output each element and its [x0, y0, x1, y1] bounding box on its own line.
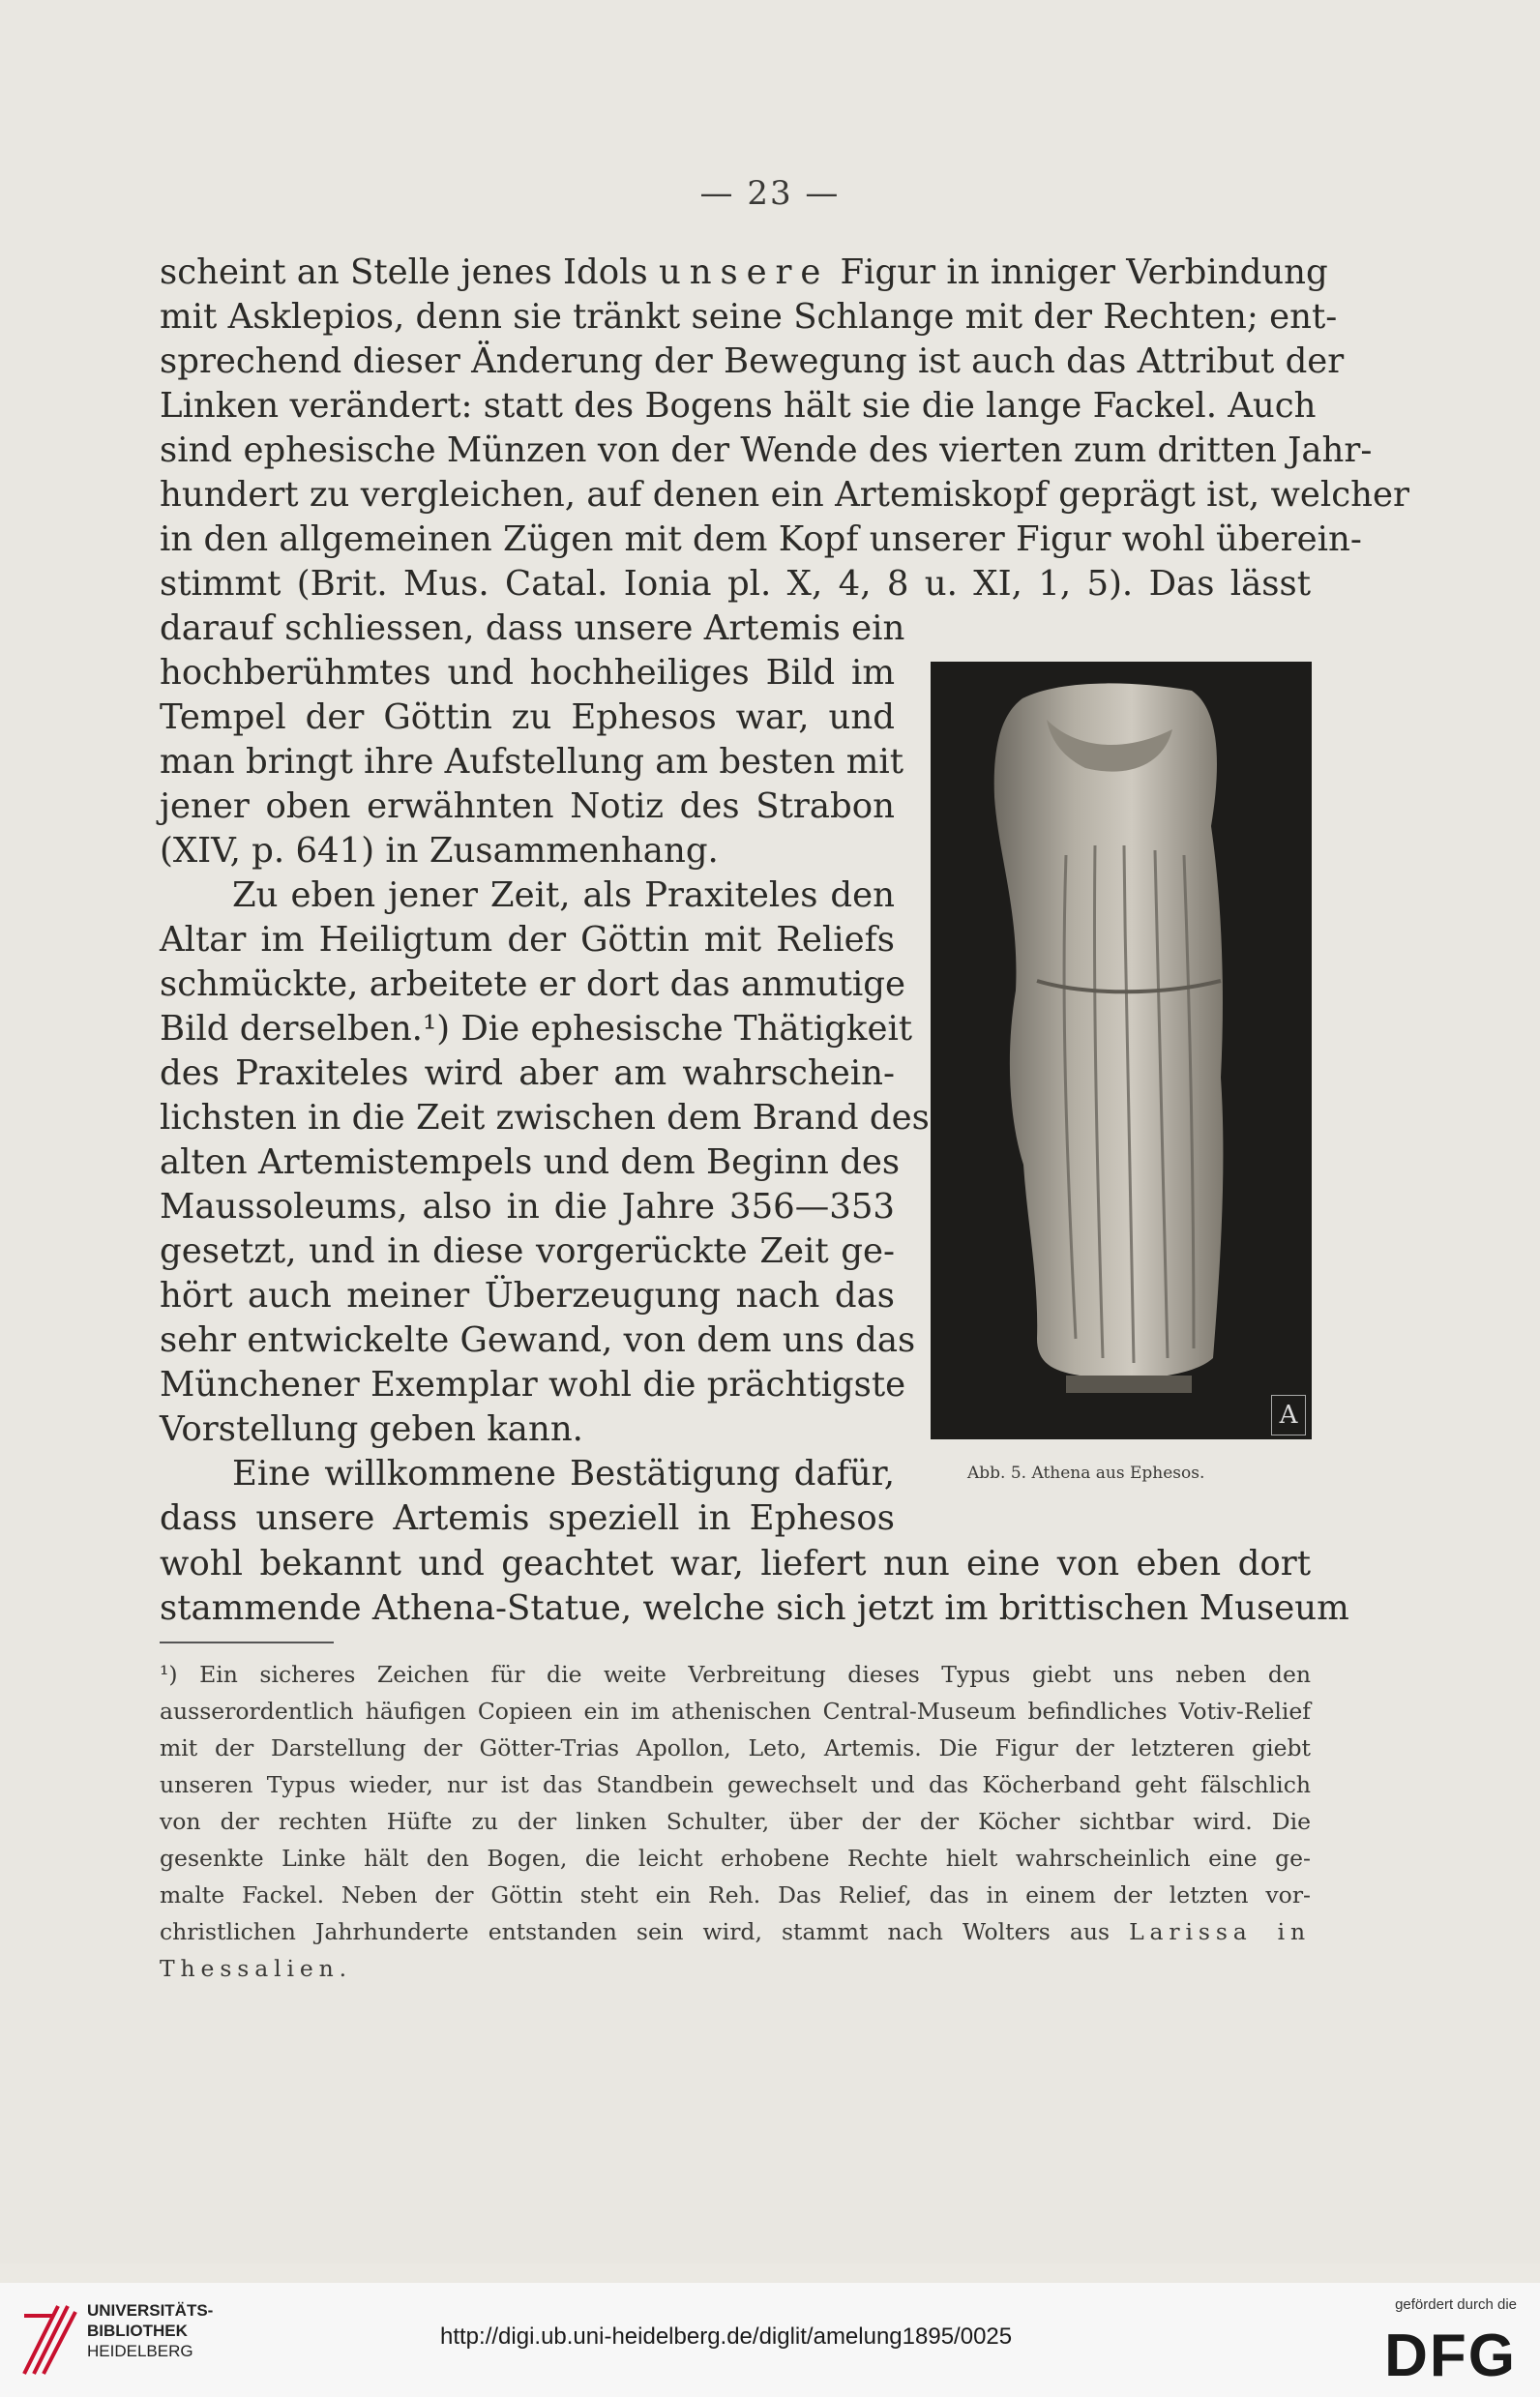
body-line: man bringt ihre Aufstellung am besten mit: [160, 742, 903, 782]
footnote-line: christlichen Jahrhunderte entstanden sein wird, stammt nach Wolters aus Larissa in: [160, 1918, 1311, 1945]
body-line: wohl bekannt und geachtet war, liefert nun eine von eben dort: [160, 1544, 1311, 1583]
body-line: sehr entwickelte Gewand, von dem uns das: [160, 1320, 916, 1360]
library-name: UNIVERSITÄTS- BIBLIOTHEK HEIDELBERG: [87, 2301, 214, 2360]
body-line: gesetzt, und in diese vorgerückte Zeit ge-: [160, 1231, 895, 1271]
body-line: dass unsere Artemis speziell in Ephesos: [160, 1498, 895, 1538]
viewer-footer: [0, 2283, 1540, 2397]
dfg-logo: DFG: [1384, 2323, 1517, 2389]
copyright-mark: A: [1271, 1395, 1306, 1435]
library-logo-icon: [19, 2296, 77, 2383]
body-line: darauf schliessen, dass unsere Artemis ein: [160, 608, 905, 648]
body-line: Altar im Heiligtum der Göttin mit Reliefs: [160, 920, 895, 960]
body-line: hundert zu vergleichen, auf denen ein Artemiskopf geprägt ist, welcher: [160, 475, 1409, 515]
body-line: alten Artemistempels und dem Beginn des: [160, 1142, 901, 1182]
footnote-line: Thessalien.: [160, 1955, 353, 1982]
body-line: Maussoleums, also in die Jahre 356—353: [160, 1187, 895, 1227]
body-line: Bild derselben.¹) Die ephesische Thätigkeit: [160, 1009, 913, 1049]
footnote-line: malte Fackel. Neben der Göttin steht ein Reh. Das Relief, das in einem der letzten vor-: [160, 1881, 1311, 1909]
body-line: Eine willkommene Bestätigung dafür,: [232, 1454, 895, 1494]
body-line: hört auch meiner Überzeugung nach das: [160, 1276, 895, 1316]
page-number: — 23 —: [699, 174, 841, 213]
body-line: sind ephesische Münzen von der Wende des vierten zum dritten Jahr-: [160, 430, 1373, 470]
body-line: Vorstellung geben kann.: [160, 1409, 583, 1449]
body-line: des Praxiteles wird aber am wahrschein-: [160, 1053, 895, 1093]
footnote-line: ¹) Ein sicheres Zeichen für die weite Verbreitung dieses Typus giebt uns neben den: [160, 1661, 1311, 1688]
body-line: scheint an Stelle jenes Idols unsere Figur in inniger Verbindung: [160, 252, 1328, 292]
statue-photograph: [931, 662, 1312, 1439]
body-line: (XIV, p. 641) in Zusammenhang.: [160, 831, 719, 871]
body-line: mit Asklepios, denn sie tränkt seine Schlange mit der Rechten; ent-: [160, 297, 1338, 337]
footnote-line: ausserordentlich häufigen Copieen ein im athenischen Central-Museum befindliches Votiv-Relief: [160, 1698, 1311, 1725]
body-line: lichsten in die Zeit zwischen dem Brand des: [160, 1098, 930, 1138]
footnote-rule: [160, 1642, 334, 1643]
footnote-line: von der rechten Hüfte zu der linken Schulter, über der der Köcher sichtbar wird. Die: [160, 1808, 1311, 1835]
body-line: Zu eben jener Zeit, als Praxiteles den: [232, 875, 895, 915]
body-line: stimmt (Brit. Mus. Catal. Ionia pl. X, 4, 8 u. XI, 1, 5). Das lässt: [160, 564, 1311, 604]
permalink-url[interactable]: http://digi.ub.uni-heidelberg.de/diglit/amelung1895/0025: [440, 2323, 1013, 2350]
figure-caption: Abb. 5. Athena aus Ephesos.: [967, 1464, 1205, 1483]
footnote-line: gesenkte Linke hält den Bogen, die leicht erhobene Rechte hielt wahrscheinlich eine ge-: [160, 1845, 1311, 1872]
body-line: Tempel der Göttin zu Ephesos war, und: [160, 697, 895, 737]
body-line: sprechend dieser Änderung der Bewegung ist auch das Attribut der: [160, 341, 1345, 381]
body-line: hochberühmtes und hochheiliges Bild im: [160, 653, 895, 693]
footnote-line: mit der Darstellung der Götter-Trias Apollon, Leto, Artemis. Die Figur der letzteren giebt: [160, 1734, 1311, 1761]
statue-image: [931, 662, 1312, 1439]
body-line: jener oben erwähnten Notiz des Strabon: [160, 786, 895, 826]
funding-note: gefördert durch die: [1395, 2296, 1517, 2313]
body-line: Linken verändert: statt des Bogens hält sie die lange Fackel. Auch: [160, 386, 1317, 426]
body-line: stammende Athena-Statue, welche sich jetzt im brittischen Museum: [160, 1588, 1349, 1628]
body-line: in den allgemeinen Zügen mit dem Kopf unserer Figur wohl überein-: [160, 519, 1362, 559]
body-line: Münchener Exemplar wohl die prächtigste: [160, 1365, 906, 1405]
body-line: schmückte, arbeitete er dort das anmutige: [160, 964, 905, 1004]
footnote-line: unseren Typus wieder, nur ist das Standbein gewechselt und das Köcherband geht fälschlich: [160, 1771, 1311, 1798]
